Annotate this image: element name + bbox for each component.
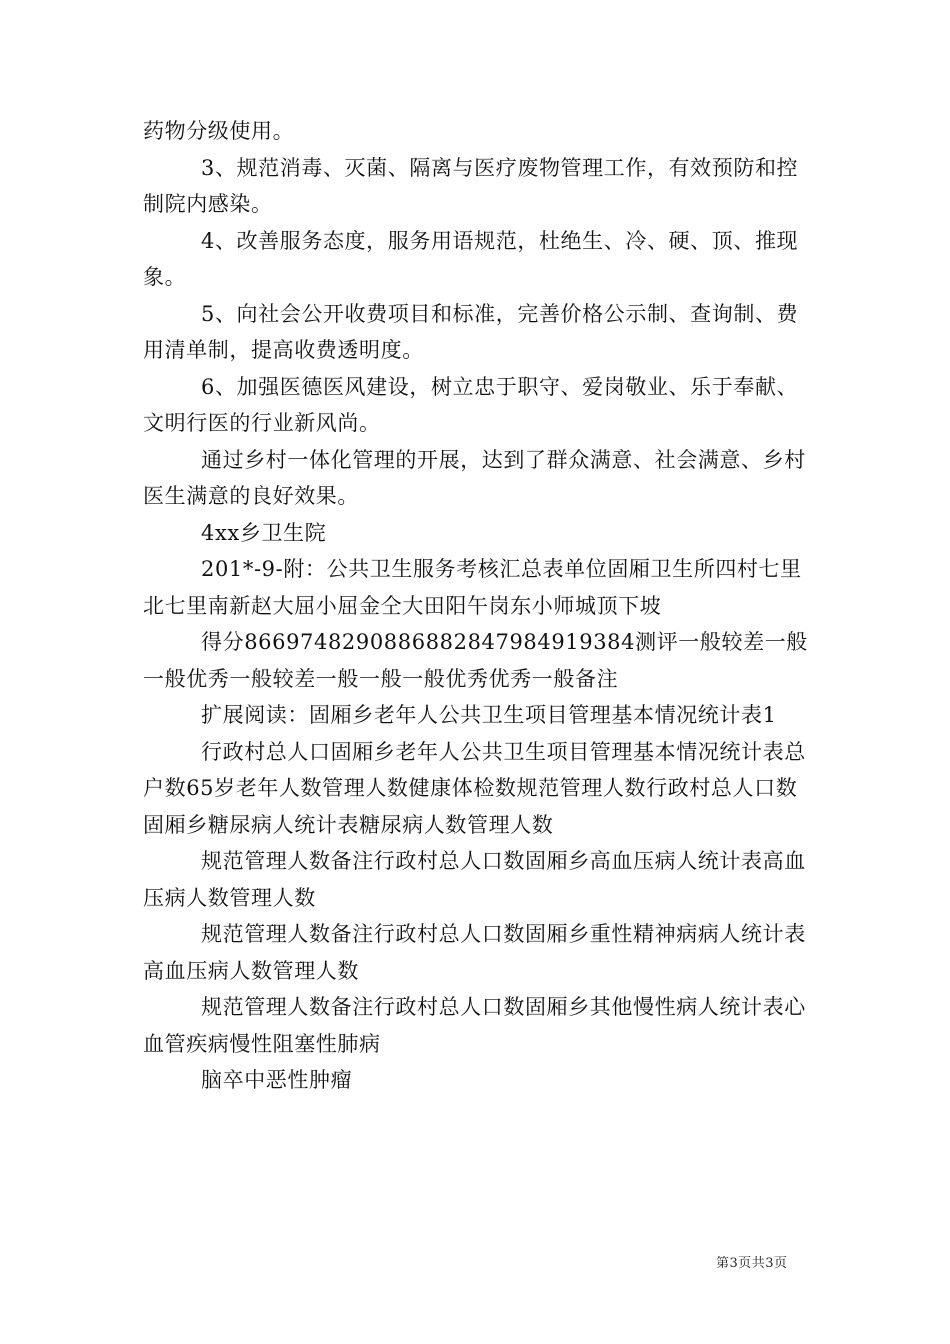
paragraph-continuation: 药物分级使用。 <box>143 119 295 143</box>
paragraph-conclusion: 通过乡村一体化管理的开展，达到了群众满意、社会满意、乡村医生满意的良好效果。 <box>143 447 806 508</box>
paragraph-chronic-disease-table: 规范管理人数备注行政村总人口数固厢乡其他慢性病人统计表心血管疾病慢性阻塞性肺病 <box>143 995 806 1056</box>
paragraph-elderly-table: 行政村总人口固厢乡老年人公共卫生项目管理基本情况统计表总户数65岁老年人数管理人数健康体检数规范管理人数行政村总人口数固厢乡糖尿病人统计表糖尿病人数管理人数 <box>143 739 806 837</box>
paragraph-item-3: 3、规范消毒、灭菌、隔离与医疗废物管理工作，有效预防和控制院内感染。 <box>143 155 799 216</box>
paragraph-mental-illness-table: 规范管理人数备注行政村总人口数固厢乡重性精神病病人统计表高血压病人数管理人数 <box>143 922 806 983</box>
page-number: 第3页共3页 <box>716 1256 788 1271</box>
paragraph-item-5: 5、向社会公开收费项目和标准，完善价格公示制、查询制、费用清单制，提高收费透明度。 <box>143 301 799 362</box>
paragraph-hypertension-table: 规范管理人数备注行政村总人口数固厢乡高血压病人统计表高血压病人数管理人数 <box>143 849 806 910</box>
paragraph-signature: 4xx乡卫生院 <box>201 520 327 545</box>
paragraph-scores: 得分8669748290886882847984919384测评一般较差一般一般优秀一般较差一般一般一般优秀优秀一般备注 <box>143 630 808 691</box>
paragraph-item-6: 6、加强医德医风建设，树立忠于职守、爱岗敬业、乐于奉献、文明行医的行业新风尚。 <box>143 374 799 435</box>
paragraph-attachment: 201*-9-附：公共卫生服务考核汇总表单位固厢卫生所四村七里北七里南新赵大屈小屈金仝大田阳午岗东小师城顶下坡 <box>143 557 802 618</box>
paragraph-stroke-tumor: 脑卒中恶性肿瘤 <box>201 1068 353 1092</box>
paragraph-extended-reading: 扩展阅读：固厢乡老年人公共卫生项目管理基本情况统计表1 <box>201 703 777 727</box>
paragraph-item-4: 4、改善服务态度，服务用语规范，杜绝生、冷、硬、顶、推现象。 <box>143 228 799 289</box>
document-body <box>143 113 815 1099</box>
